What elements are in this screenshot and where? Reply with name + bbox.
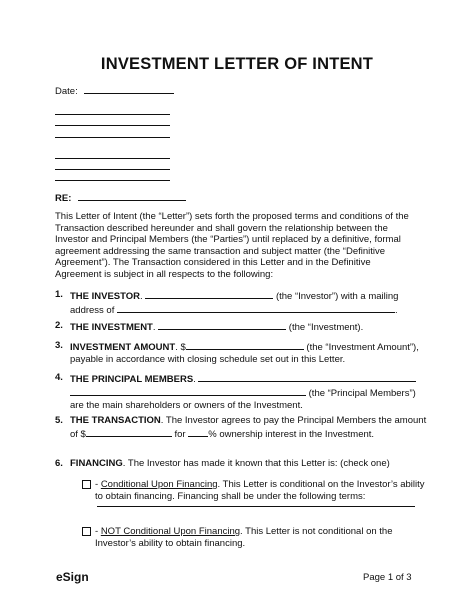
financing-terms-line[interactable] (97, 506, 415, 507)
item-text: . The Investor agrees to pay the Principal Members the amount of $ (70, 415, 427, 440)
item-text: . $ (175, 342, 186, 353)
conditional-checkbox[interactable] (82, 480, 91, 489)
item-heading: FINANCING (70, 458, 123, 469)
item-heading: THE PRINCIPAL MEMBERS (70, 374, 194, 385)
ownership-percent-blank[interactable] (188, 427, 208, 437)
item-heading: THE INVESTMENT (70, 322, 153, 333)
address-line-5[interactable] (55, 169, 170, 170)
item-heading: THE TRANSACTION (70, 415, 161, 426)
amount-blank[interactable] (186, 340, 304, 350)
item-text: (the “Investor”) with a mailing address of (70, 291, 399, 316)
address-line-4[interactable] (55, 158, 170, 159)
item-text: . (152, 322, 159, 333)
item-number: 4. (55, 372, 63, 383)
option-not-conditional-financing (82, 526, 427, 550)
option-text: . This Letter is not conditional on the Investor’s ability to obtain financing. (95, 526, 393, 549)
item-text: . The Investor has made it known that this Letter is: (check one) (122, 458, 390, 469)
page-number: Page 1 of 3 (363, 572, 412, 583)
item-investment (55, 320, 427, 334)
address-line-3[interactable] (55, 137, 170, 138)
option-conditional-financing (82, 479, 427, 503)
item-text: . (140, 291, 146, 302)
item-number: 3. (55, 340, 63, 351)
item-text: (the “Investment Amount”), payable in accordance with closing schedule set out in this Letter. (70, 342, 419, 365)
item-text: . (395, 304, 398, 316)
item-heading: THE INVESTOR (70, 291, 141, 302)
re-field (55, 191, 186, 204)
re-label: RE: (55, 193, 72, 204)
option-label: NOT Conditional Upon Financing (100, 526, 241, 537)
investor-address-blank[interactable] (117, 303, 395, 313)
re-blank[interactable] (78, 191, 186, 201)
item-number: 5. (55, 415, 63, 426)
option-text: . This Letter is conditional on the Investor’s ability to obtain financing. Financing shall be under the following terms: (95, 479, 425, 502)
date-field (55, 84, 174, 97)
date-blank[interactable] (84, 84, 174, 94)
item-financing (55, 458, 427, 470)
item-investment-amount (55, 340, 427, 366)
address-line-2[interactable] (55, 125, 170, 126)
date-label: Date: (55, 86, 78, 97)
transaction-amount-blank[interactable] (86, 427, 172, 437)
option-label: Conditional Upon Financing (100, 479, 218, 490)
item-text: (the “Principal Members”) are the main shareholders or owners of the Investment. (70, 387, 416, 411)
item-principal-members (55, 372, 427, 411)
not-conditional-checkbox[interactable] (82, 527, 91, 536)
investor-name-blank[interactable] (145, 289, 273, 299)
address-line-6[interactable] (55, 180, 170, 181)
item-text: . (193, 374, 199, 385)
option-dash: - (95, 479, 101, 490)
investment-blank[interactable] (158, 320, 286, 330)
item-text: for (171, 428, 189, 440)
intro-paragraph: This Letter of Intent (the “Letter”) sets forth the proposed terms and conditions of the Transaction described hereunder and shall govern the relationship between the Investor and Principal Members (the “Parties”) until replaced by a definitive, formal agreement addressing the same transaction and subject matter (the “Definitive Agreement”). The Transaction considered in this Letter and in the Definitive Agreement is subject in all respects to the following: (55, 211, 409, 280)
item-text: (the “Investment). (286, 322, 364, 333)
principal-members-blank-2[interactable] (70, 386, 306, 396)
item-heading: INVESTMENT AMOUNT (70, 342, 176, 353)
address-line-1[interactable] (55, 114, 170, 115)
item-number: 1. (55, 289, 63, 300)
esign-logo: eSign (56, 570, 89, 584)
option-dash: - (95, 526, 101, 537)
principal-members-blank-1[interactable] (198, 372, 416, 382)
item-number: 6. (55, 458, 63, 469)
item-number: 2. (55, 320, 63, 331)
document-title: INVESTMENT LETTER OF INTENT (100, 55, 374, 73)
item-text: % ownership interest in the Investment. (208, 428, 375, 440)
item-transaction (55, 415, 427, 441)
item-investor (55, 289, 427, 317)
